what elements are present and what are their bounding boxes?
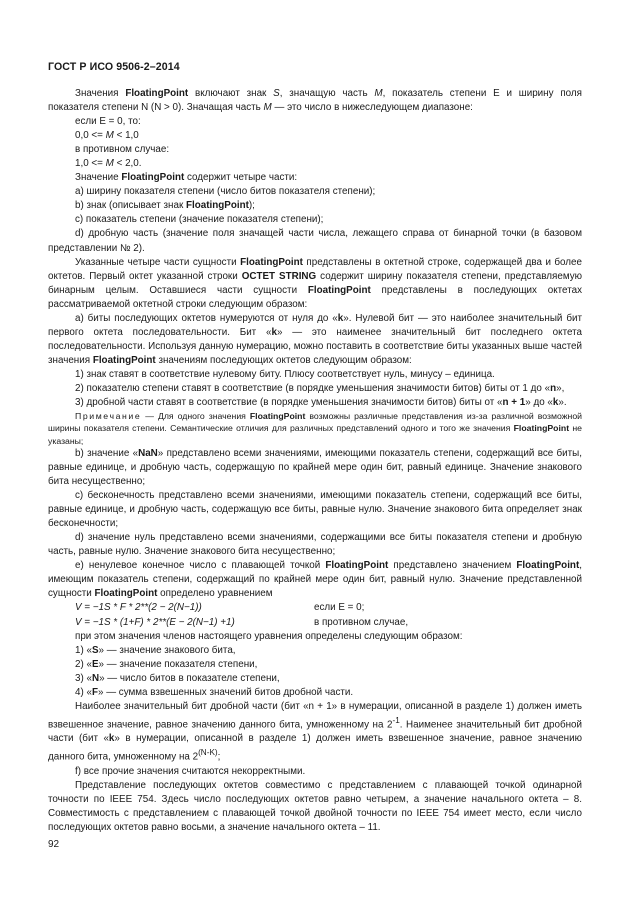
sub-item: 1) знак ставят в соответствие нулевому биту. Плюсу соответствует нуль, минусу – единица. bbox=[75, 368, 495, 380]
term-item: 1) «S» — значение знакового бита, bbox=[75, 644, 236, 656]
term-item: 2) «E» — значение показателя степени, bbox=[75, 658, 258, 670]
condition-line: в противном случае: bbox=[75, 144, 170, 156]
document-header: ГОСТ Р ИСО 9506-2–2014 bbox=[48, 61, 180, 73]
list-item: a) ширину показателя степени (число битов показателя степени); bbox=[75, 186, 376, 198]
list-item-f: f) все прочие значения считаются некорректными. bbox=[75, 765, 306, 777]
list-item-d: d) значение нуль представлено всеми значениями, содержащими все биты показателя степени и дробную часть, равные нулю. Значение знакового бита несущественно; bbox=[48, 532, 582, 558]
paragraph-fraction-bits: Наиболее значительный бит дробной части (бит «n + 1» в нумерации, описанной в разделе 1) должен иметь взвешенное значение, равное значению данного бита, умноженному на $2^{-1}$. Наименее значительный бит дробной части (бит «k» в нумерации, описанной в разделе 1) должен иметь взвешенное значение, равное значению данного бита, умноженному на $2^{(N-K)}$; bbox=[48, 700, 582, 763]
sub-item: 2) показателю степени ставят в соответствие (в порядке уменьшения значимости битов) биты от 1 до «n», bbox=[75, 382, 565, 394]
condition-line: если E = 0, то: bbox=[75, 116, 141, 128]
condition-line: 0,0 <= M < 1,0 bbox=[75, 130, 139, 142]
equation-row: V = −1S * F * 2**(2 − 2(N−1)) если E = 0; bbox=[75, 602, 365, 614]
list-item-a: a) биты последующих октетов нумеруются от нуля до «k». Нулевой бит — это наиболее значительный бит первого октета последовательности. Бит «k» — это наименее значительный бит последнего октета последовательности. Используя данную нумерацию, можно поставить в соответствие биты указанных выше частей значения FloatingPoint значениям последующих октетов следующим образом: bbox=[48, 312, 582, 366]
paragraph-octet-string: Указанные четыре части сущности FloatingPoint представлены в октетной строке, содержащей два и более октетов. Первый октет указанной строки OCTET STRING содержит ширину показателя степени, представляемую бинарным целым. Оставшиеся части сущности FloatingPoint представлены в последующих октетах рассматриваемой октетной строки следующим образом: bbox=[48, 256, 582, 310]
paragraph-four-parts: Значение FloatingPoint содержит четыре части: bbox=[75, 172, 298, 184]
document-body bbox=[48, 87, 582, 835]
list-item-b: b) значение «NaN» представлено всеми значениями, имеющими показатель степени, содержащий все биты, равные единице, и дробную часть, содержащую по крайней мере один бит, равный единице. Значение знакового бита несущественно; bbox=[48, 447, 582, 488]
list-item: b) знак (описывает знак FloatingPoint); bbox=[75, 200, 255, 212]
list-item: d) дробную часть (значение поля значащей части числа, лежащего справа от бинарной точки (в базовом представлении № 2). bbox=[48, 228, 582, 254]
condition-line: 1,0 <= M < 2,0. bbox=[75, 158, 142, 170]
sub-item: 3) дробной части ставят в соответствие (в порядке уменьшения значимости битов) биты от «n + 1» до «k». bbox=[75, 397, 567, 409]
term-item: 4) «F» — сумма взвешенных значений битов дробной части. bbox=[75, 686, 354, 698]
list-item: c) показатель степени (значение показателя степени); bbox=[75, 214, 324, 226]
equation-row: V = −1S * (1+F) * 2**(E − 2(N−1) +1) в противном случае, bbox=[75, 616, 409, 628]
list-item-c: c) бесконечность представлено всеми значениями, имеющими показатель степени, содержащий все биты, равные единице, и дробную часть, содержащую все биты, равные нулю. Значение знакового бита определяет знак бесконечности; bbox=[48, 490, 582, 530]
term-item: 3) «N» — число битов в показателе степени, bbox=[75, 672, 280, 684]
page-number: 92 bbox=[48, 839, 60, 850]
note: Примечание — Для одного значения FloatingPoint возможны различные представления из-за различной возможной ширины показателя степени. Семантические отличия для различных представлений одного и того же значения FloatingPoint не указаны; bbox=[48, 411, 582, 446]
list-item-e: e) ненулевое конечное число с плавающей точкой FloatingPoint представлено значением FloatingPoint, имеющим показатель степени, содержащий по крайней мере один бит, равный нулю. Значение представленной сущности FloatingPoint определено уравнением bbox=[48, 560, 582, 600]
paragraph-ieee754: Представление последующих октетов совместимо с представлением с плавающей точкой одинарной точности по IEEE 754. Здесь число последующих октетов равно четырем, а значение начального октета – 8. Совместимость с представлением с плавающей точкой двойной точности по IEEE 754 имеет место, если число последующих октетов равно восьми, а значение начального октета – 11. bbox=[48, 779, 582, 833]
equation-explanation: при этом значения членов настоящего уравнения определены следующим образом: bbox=[75, 630, 463, 642]
paragraph-floatingpoint-values: Значения FloatingPoint включают знак S, значащую часть M, показатель степени E и ширину поля показателя степени N (N > 0). Значащая часть M — это число в нижеследующем диапазоне: bbox=[48, 88, 582, 114]
